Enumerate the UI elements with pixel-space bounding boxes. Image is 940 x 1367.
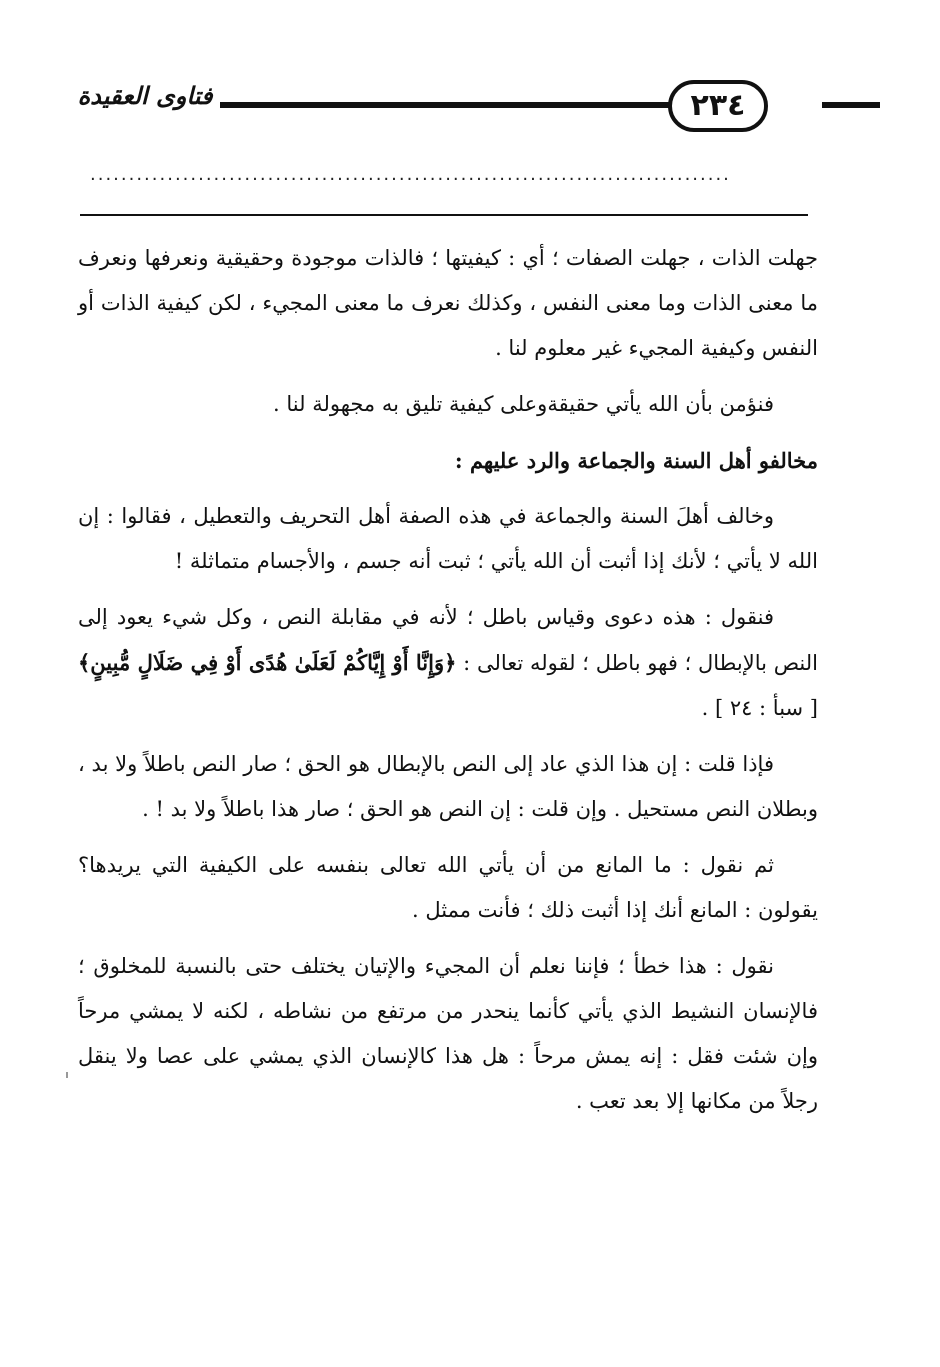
book-title: فتاوى العقيدة	[77, 82, 213, 110]
section-heading: مخالفو أهل السنة والجماعة والرد عليهم :	[454, 448, 818, 473]
paragraph-7: نقول : هذا خطأ ؛ فإننا نعلم أن المجيء والإتيان يختلف حتى بالنسبة للمخلوق ؛ فالإنسان النشيط الذي يأتي كأنما ينحدر من مرتفع من نشاطه ، لكنه لا يمشي مرحاً وإن شئت فقل : إنه يمش مرحاً : هل هذا كالإنسان الذي يمشي على عصا ولا ينقل رجلاً من مكانها إلا بعد تعب .	[78, 954, 818, 1113]
scan-speck	[66, 1072, 68, 1078]
header-rule-left	[220, 102, 735, 108]
paragraph-4	[78, 595, 818, 731]
page-number: ٢٣٤	[668, 80, 768, 132]
verse-reference: [ سبأ : ٢٤ ] .	[701, 696, 818, 720]
paragraph-5: فإذا قلت : إن هذا الذي عاد إلى النص بالإبطال هو الحق ؛ صار النص باطلاً ولا بد ، وبطلان النص مستحيل . وإن قلت : إن النص هو الحق ؛ صار هذا باطلاً ولا بد ! .	[78, 752, 818, 821]
header-rule-right	[822, 102, 880, 108]
header-underline	[80, 214, 808, 216]
paragraph-3: وخالف أهلَ السنة والجماعة في هذه الصفة أهل التحريف والتعطيل ، فقالوا : إن الله لا يأتي ؛ لأنك إذا أثبت أن الله يأتي ؛ ثبت أنه جسم ، والأجسام متماثلة !	[78, 504, 818, 573]
dotted-separator: ...................................................................................	[90, 164, 731, 184]
quran-verse: ﴿وَإِنَّا أَوْ إِيَّاكُمْ لَعَلَىٰ هُدًى أَوْ فِي ضَلَالٍ مُّبِينٍ﴾	[78, 650, 457, 675]
paragraph-2: فنؤمن بأن الله يأتي حقيقةوعلى كيفية تليق به مجهولة لنا .	[273, 392, 774, 416]
paragraph-6: ثم نقول : ما المانع من أن يأتي الله تعالى بنفسه على الكيفية التي يريدها؟ يقولون : المانع أنك إذا أثبت ذلك ؛ فأنت ممثل .	[78, 853, 818, 922]
page-body	[78, 236, 818, 1124]
paragraph-4-text: فنقول : هذه دعوى وقياس باطل ؛ لأنه في مقابلة النص ، وكل شيء يعود إلى النص بالإبطال ؛ فهو باطل ؛ لقوله تعالى :	[78, 605, 818, 675]
page-header	[70, 78, 810, 130]
paragraph-1: جهلت الذات ، جهلت الصفات ؛ أي : كيفيتها ؛ فالذات موجودة وحقيقية ونعرفها ونعرف ما معنى الذات وما معنى النفس ، وكذلك نعرف ما معنى المجيء ، لكن كيفية الذات أو النفس وكيفية المجيء غير معلوم لنا .	[78, 246, 818, 360]
